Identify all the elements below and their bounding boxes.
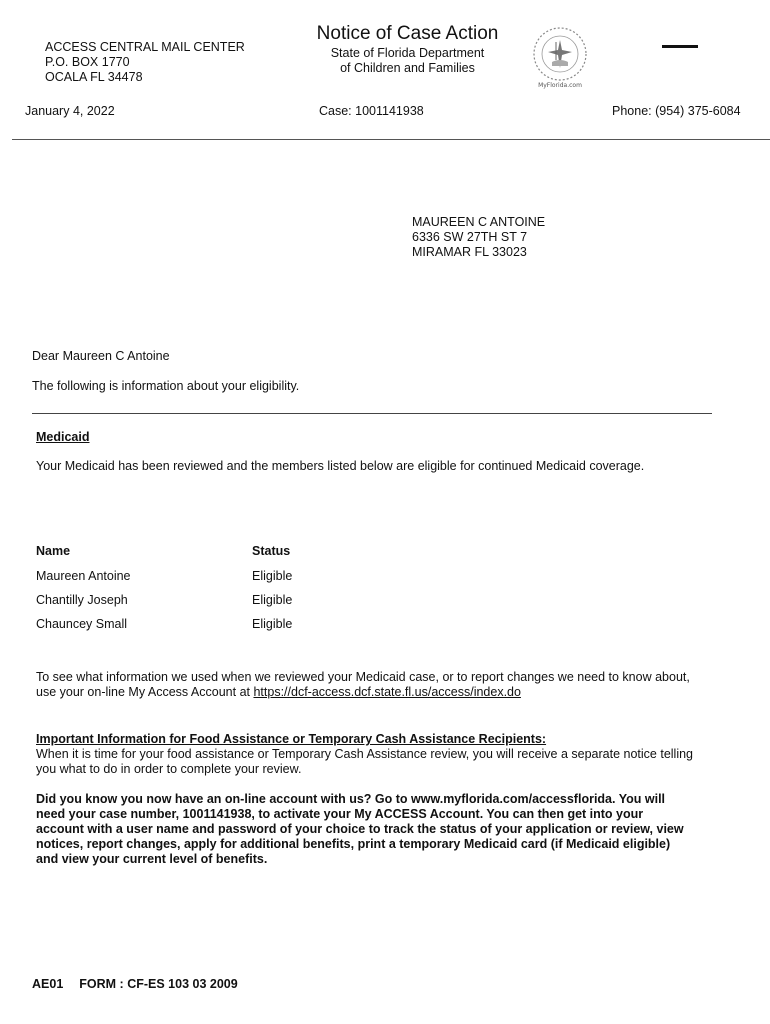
phone-number: Phone: (954) 375-6084	[612, 104, 741, 118]
state-seal-icon	[528, 24, 592, 90]
seal-caption: MyFlorida.com	[538, 82, 582, 89]
notice-date: January 4, 2022	[25, 104, 115, 118]
recipient-line: MIRAMAR FL 33023	[412, 245, 527, 259]
online-line: account with a user name and password of your choice to track the status of your application or review, view	[36, 822, 684, 836]
case-number: Case: 1001141938	[319, 104, 424, 118]
important-heading: Important Information for Food Assistance or Temporary Cash Assistance Recipients:	[36, 732, 547, 746]
column-header-name: Name	[36, 544, 71, 558]
recipient-line: MAUREEN C ANTOINE	[412, 215, 546, 229]
recipient-address	[412, 215, 545, 260]
medicaid-info-line	[36, 685, 690, 700]
member-status: Eligible	[252, 617, 293, 631]
member-name: Maureen Antoine	[36, 569, 131, 583]
header-dash	[662, 45, 698, 48]
member-status: Eligible	[252, 593, 293, 607]
online-line: notices, report changes, apply for additional benefits, print a temporary Medicaid card (if Medicaid eligible)	[36, 837, 671, 851]
notice-title: Notice of Case Action	[316, 23, 499, 44]
member-name: Chauncey Small	[36, 617, 128, 631]
member-status: Eligible	[252, 569, 293, 583]
access-link[interactable]: https://dcf-access.dcf.state.fl.us/access/index.do	[253, 685, 521, 699]
recipient-line: 6336 SW 27TH ST 7	[412, 230, 528, 244]
form-code: AE01	[32, 977, 64, 991]
section-divider	[32, 413, 712, 414]
intro-text: The following is information about your eligibility.	[32, 379, 300, 393]
header-divider	[12, 139, 770, 140]
important-line: you what to do in order to complete your review.	[36, 762, 302, 776]
form-number: FORM : CF-ES 103 03 2009	[79, 977, 238, 991]
important-line: When it is time for your food assistance or Temporary Cash Assistance review, you will receive a separate notice telling	[36, 747, 694, 761]
online-line: and view your current level of benefits.	[36, 852, 268, 866]
medicaid-info-prefix: use your on-line My Access Account at	[36, 685, 254, 699]
online-line: Did you know you now have an on-line account with us? Go to www.myflorida.com/accessflorida. You will	[36, 792, 666, 806]
medicaid-info-line: To see what information we used when we reviewed your Medicaid case, or to report changes we need to know about,	[36, 670, 690, 684]
table-header	[36, 544, 291, 558]
online-line: need your case number, 1001141938, to activate your My ACCESS Account. You can then get into your	[36, 807, 644, 821]
online-account-paragraph	[36, 792, 684, 867]
medicaid-heading: Medicaid	[36, 430, 90, 444]
important-text	[36, 747, 693, 777]
form-footer	[32, 977, 254, 991]
sender-line: P.O. BOX 1770	[45, 55, 130, 69]
greeting: Dear Maureen C Antoine	[32, 349, 170, 363]
sender-address	[45, 40, 245, 85]
table-row	[36, 569, 293, 583]
medicaid-info	[36, 670, 690, 700]
agency-line: of Children and Families	[340, 61, 475, 75]
agency-line: State of Florida Department	[330, 46, 485, 60]
medicaid-text: Your Medicaid has been reviewed and the members listed below are eligible for continued Medicaid coverage.	[36, 459, 645, 473]
sender-line: ACCESS CENTRAL MAIL CENTER	[45, 40, 245, 54]
table-row	[36, 617, 293, 631]
sender-line: OCALA FL 34478	[45, 70, 143, 84]
table-row	[36, 593, 293, 607]
member-name: Chantilly Joseph	[36, 593, 128, 607]
notice-title-block	[280, 22, 535, 76]
column-header-status: Status	[252, 544, 291, 558]
